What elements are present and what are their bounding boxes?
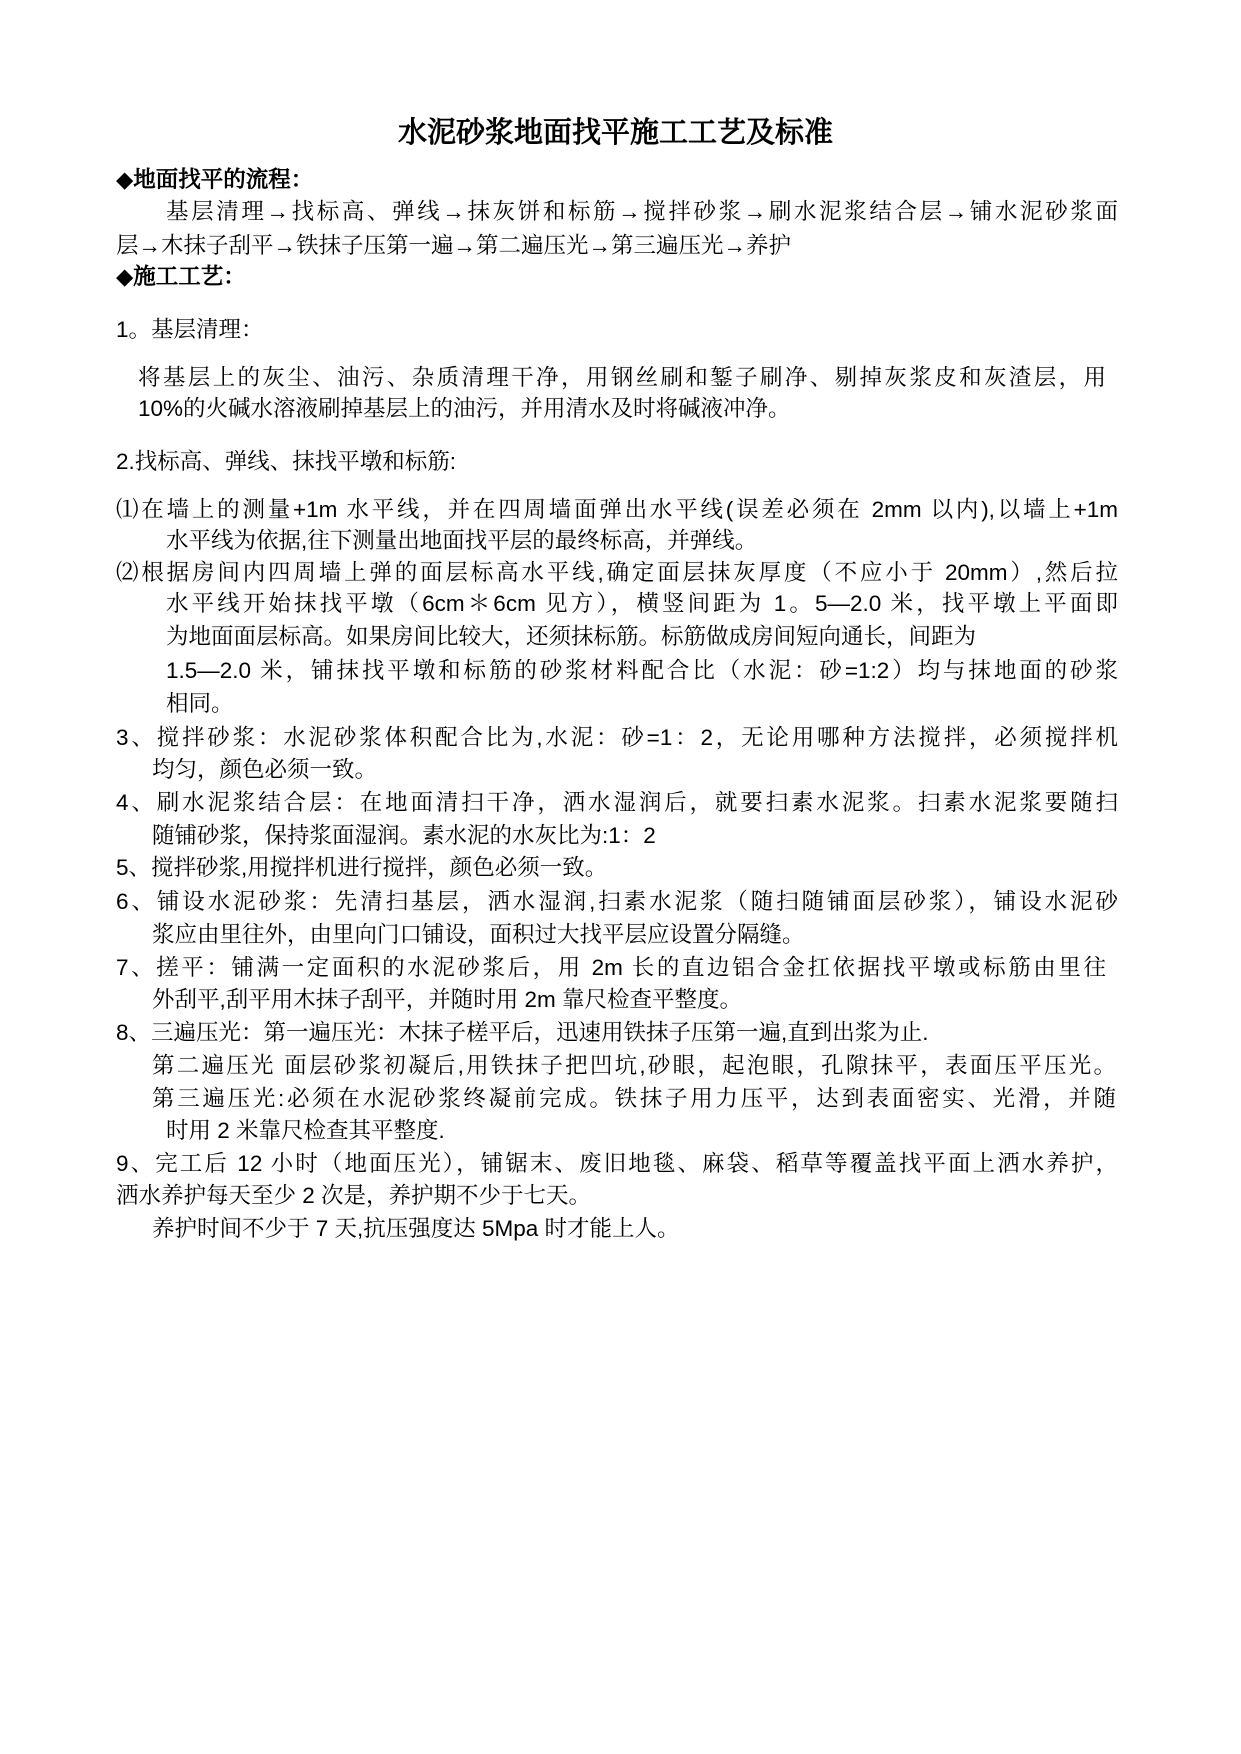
step-6-line: 6、铺设水泥砂浆：先清扫基层，洒水湿润,扫素水泥浆（随扫随铺面层砂浆），铺设水泥砂 — [116, 889, 1118, 914]
document-title: 水泥砂浆地面找平施工工艺及标准 — [397, 117, 833, 149]
step-9-line: 洒水养护每天至少 2 次是，养护期不少于七天。 — [116, 1183, 592, 1208]
step-2-line: 1.5—2.0 米，铺抹找平墩和标筋的砂浆材料配合比（水泥：砂=1:2）均与抹地面的砂浆 — [166, 658, 1118, 683]
step-2-line: ⑵根据房间内四周墙上弹的面层标高水平线,确定面层抹灰厚度（不应小于 20mm）,然后拉 — [116, 560, 1118, 585]
step-9-line: 9、完工后 12 小时（地面压光），铺锯末、废旧地毯、麻袋、稻草等覆盖找平面上洒水养护， — [116, 1151, 1118, 1176]
step-8-line: 第三遍压光:必须在水泥砂浆终凝前完成。铁抹子用力压平，达到表面密实、光滑，并随 — [152, 1086, 1116, 1111]
step-1-heading: 1。基层清理： — [116, 317, 264, 342]
step-2-line: 水平线为依据,往下测量出地面找平层的最终标高，并弹线。 — [166, 528, 758, 553]
step-2-heading: 2.找标高、弹线、抹找平墩和标筋: — [116, 449, 457, 474]
flow-line: 层→木抹子刮平→铁抹子压第一遍→第二遍压光→第三遍压光→养护 — [116, 233, 792, 258]
step-8-line: 时用 2 米靠尺检查其平整度. — [166, 1118, 445, 1143]
flow-heading: ◆地面找平的流程： — [116, 167, 314, 192]
step-4-line: 随铺砂浆，保持浆面湿润。素水泥的水灰比为:1：2 — [152, 823, 656, 848]
step-6-line: 浆应由里往外，由里向门口铺设，面积过大找平层应设置分隔缝。 — [152, 922, 805, 947]
step-8-line: 8、三遍压光：第一遍压光：木抹子槎平后，迅速用铁抹子压第一遍,直到出浆为止. — [116, 1020, 929, 1045]
craft-heading: ◆施工工艺： — [116, 264, 246, 289]
step-5-line: 5、搅拌砂浆,用搅拌机进行搅拌，颜色必须一致。 — [116, 855, 608, 880]
step-9-line: 养护时间不少于 7 天,抗压强度达 5Mpa 时才能上人。 — [152, 1216, 680, 1241]
step-2-line: 相同。 — [166, 691, 234, 716]
step-2-line: ⑴在墙上的测量+1m 水平线，并在四周墙面弹出水平线(误差必须在 2mm 以内),以墙上+1m — [116, 497, 1118, 522]
step-7-line: 7、搓平：铺满一定面积的水泥砂浆后，用 2m 长的直边铝合金扛依据找平墩或标筋由里往 — [116, 955, 1106, 980]
step-2-line: 水平线开始抹找平墩（6cm＊6cm 见方），横竖间距为 1。5—2.0 米，找平墩上平面即 — [166, 591, 1118, 616]
step-7-line: 外刮平,刮平用木抹子刮平，并随时用 2m 靠尺检查平整度。 — [152, 987, 743, 1012]
step-4-line: 4、刷水泥浆结合层：在地面清扫干净，洒水湿润后，就要扫素水泥浆。扫素水泥浆要随扫 — [116, 790, 1118, 815]
step-1-line: 10%的火碱水溶液刷掉基层上的油污，并用清水及时将碱液冲净。 — [138, 396, 791, 421]
step-8-line: 第二遍压光 面层砂浆初凝后,用铁抹子把凹坑,砂眼，起泡眼，孔隙抹平，表面压平压光。 — [152, 1053, 1116, 1078]
step-1-line: 将基层上的灰尘、油污、杂质清理干净，用钢丝刷和錾子刷净、剔掉灰浆皮和灰渣层，用 — [138, 365, 1106, 390]
step-3-line: 均匀，颜色必须一致。 — [152, 757, 378, 782]
flow-line: 基层清理→找标高、弹线→抹灰饼和标筋→搅拌砂浆→刷水泥浆结合层→铺水泥砂浆面 — [166, 199, 1118, 224]
step-3-line: 3、搅拌砂浆：水泥砂浆体积配合比为,水泥：砂=1：2，无论用哪种方法搅拌，必须搅拌机 — [116, 725, 1118, 750]
step-2-line: 为地面面层标高。如果房间比较大，还须抹标筋。标筋做成房间短向通长，间距为 — [166, 624, 977, 649]
